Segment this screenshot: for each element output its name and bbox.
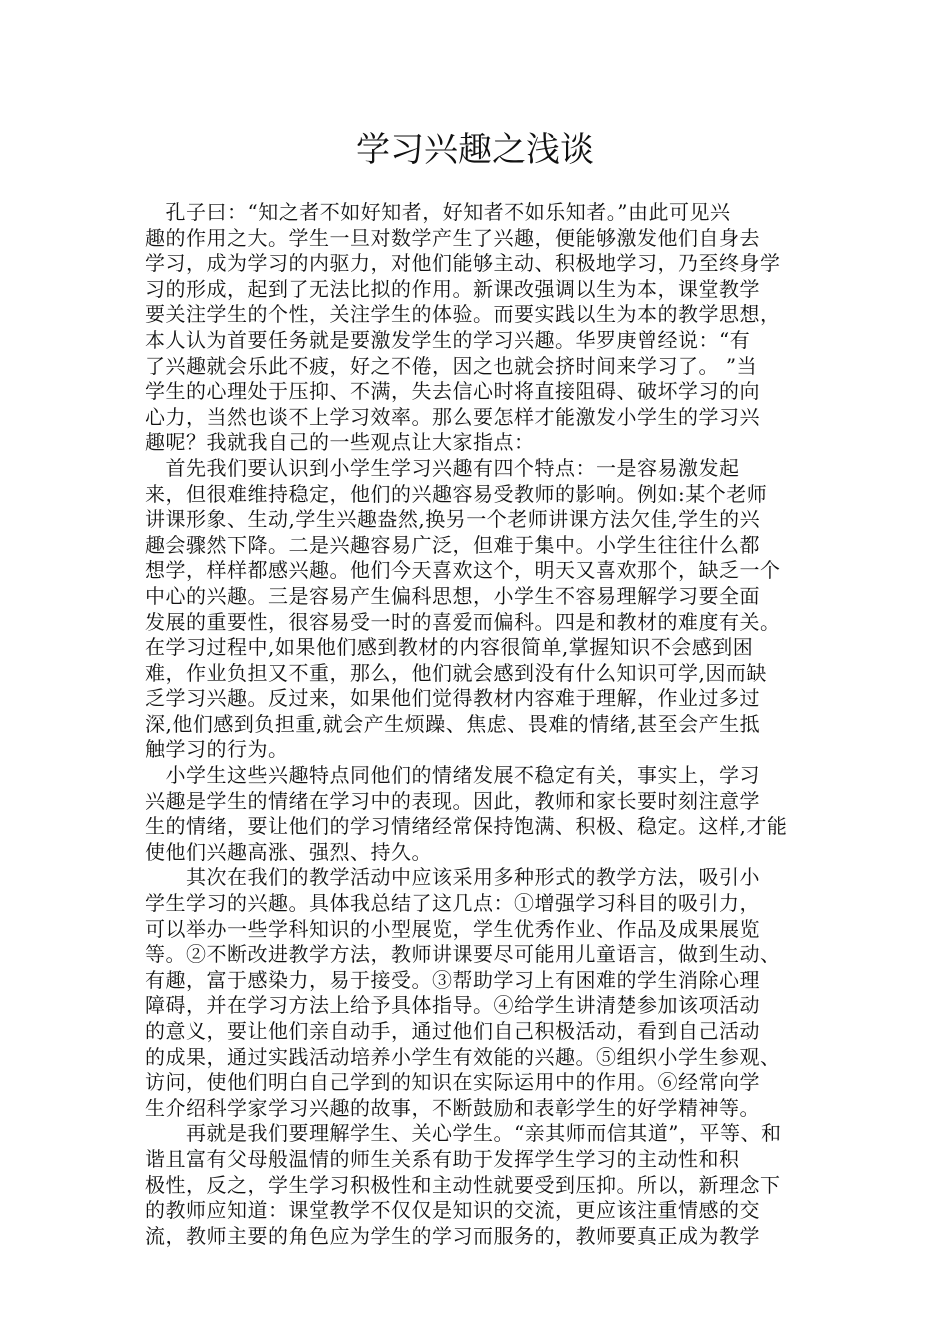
text-line: 首先我们要认识到小学生学习兴趣有四个特点：一是容易激发起 xyxy=(145,455,740,480)
text-line: 生的情绪，要让他们的学习情绪经常保持饱满、积极、稳定。这样,才能 xyxy=(145,814,788,839)
paragraph xyxy=(145,1121,825,1249)
document-title: 学习兴趣之浅谈 xyxy=(356,130,594,170)
text-line: 学习，成为学习的内驱力，对他们能够主动、积极地学习，乃至终身学 xyxy=(145,251,781,276)
text-line: 触学习的行为。 xyxy=(145,737,289,762)
paragraph xyxy=(145,456,825,763)
text-line: 的意义，要让他们亲自动手，通过他们自己积极活动，看到自己活动 xyxy=(145,1019,760,1043)
text-line: 学生的心理处于压抑、不满，失去信心时将直接阻碍、破坏学习的向 xyxy=(145,379,760,404)
text-line: 趣的作用之大。学生一旦对数学产生了兴趣，便能够激发他们自身去 xyxy=(145,225,760,250)
text-line: 的教师应知道：课堂教学不仅仅是知识的交流，更应该注重情感的交 xyxy=(145,1198,760,1223)
text-line: 习的形成，起到了无法比拟的作用。新课改强调以生为本，课堂教学 xyxy=(145,276,760,301)
text-line: 有趣，富于感染力，易于接受。③帮助学习上有困难的学生消除心理 xyxy=(145,967,760,992)
text-line: 访问，使他们明白自己学到的知识在实际运用中的作用。⑥经常向学 xyxy=(145,1070,760,1095)
text-line: 要关注学生的个性，关注学生的体验。而要实践以生为本的教学思想， xyxy=(145,302,781,327)
text-line: 深,他们感到负担重,就会产生烦躁、焦虑、畏难的情绪,甚至会产生抵 xyxy=(145,711,761,736)
text-line: 的成果，通过实践活动培养小学生有效能的兴趣。⑤组织小学生参观、 xyxy=(145,1044,781,1069)
text-line: 了兴趣就会乐此不疲，好之不倦，因之也就会挤时间来学习了。 ”当 xyxy=(145,353,758,378)
text-line: 来，但很难维持稳定，他们的兴趣容易受教师的影响。例如:某个老师 xyxy=(145,481,768,506)
text-line: 谐且富有父母般温情的师生关系有助于发挥学生学习的主动性和积 xyxy=(145,1146,740,1171)
text-line: 趣呢？我就我自己的一些观点让大家指点： xyxy=(145,430,535,455)
text-line: 本人认为首要任务就是要激发学生的学习兴趣。华罗庚曾经说：“有 xyxy=(145,327,751,352)
text-line: 小学生这些兴趣特点同他们的情绪发展不稳定有关，事实上，学习 xyxy=(145,763,760,788)
text-line: 流，教师主要的角色应为学生的学习而服务的，教师要真正成为教学 xyxy=(145,1223,760,1248)
text-line: 生介绍科学家学习兴趣的故事，不断鼓励和表彰学生的好学精神等。 xyxy=(145,1095,760,1120)
text-line: 障碍，并在学习方法上给予具体指导。④给学生讲清楚参加该项活动 xyxy=(145,993,760,1018)
paragraph xyxy=(145,200,825,456)
paragraph xyxy=(145,763,825,865)
text-line: 乏学习兴趣。反过来，如果他们觉得教材内容难于理解，作业过多过 xyxy=(145,686,760,711)
text-line: 在学习过程中,如果他们感到教材的内容很简单,掌握知识不会感到困 xyxy=(145,635,754,660)
text-line: 讲课形象、生动,学生兴趣盎然,换另一个老师讲课方法欠佳,学生的兴 xyxy=(145,507,761,532)
text-line: 趣会骤然下降。二是兴趣容易广泛，但难于集中。小学生往往什么都 xyxy=(145,532,760,557)
text-line: 中心的兴趣。三是容易产生偏科思想，小学生不容易理解学习要全面 xyxy=(145,583,760,608)
text-line: 极性，反之，学生学习积极性和主动性就要受到压抑。所以，新理念下 xyxy=(145,1172,781,1197)
text-line: 可以举办一些学科知识的小型展览，学生优秀作业、作品及成果展览 xyxy=(145,916,760,941)
text-line: 发展的重要性，很容易受一时的喜爱而偏科。四是和教材的难度有关。 xyxy=(145,609,781,634)
text-line: 兴趣是学生的情绪在学习中的表现。因此，教师和家长要时刻注意学 xyxy=(145,788,760,813)
text-line: 心力，当然也谈不上学习效率。那么要怎样才能激发小学生的学习兴 xyxy=(145,404,760,429)
text-line: 孔子曰：“知之者不如好知者，好知者不如乐知者。”由此可见兴 xyxy=(145,200,731,224)
paragraph xyxy=(145,865,825,1121)
text-line: 难，作业负担又不重，那么，他们就会感到没有什么知识可学,因而缺 xyxy=(145,660,767,685)
text-line: 再就是我们要理解学生、关心学生。“亲其师而信其道”，平等、和 xyxy=(145,1121,782,1146)
text-line: 学生学习的兴趣。具体我总结了这几点：①增强学习科目的吸引力， xyxy=(145,891,760,916)
text-line: 使他们兴趣高涨、强烈、持久。 xyxy=(145,839,432,864)
text-line: 想学，样样都感兴趣。他们今天喜欢这个，明天又喜欢那个，缺乏一个 xyxy=(145,558,781,583)
text-line: 等。②不断改进教学方法，教师讲课要尽可能用儿童语言，做到生动、 xyxy=(145,942,781,967)
document-body xyxy=(145,200,825,1249)
text-line: 其次在我们的教学活动中应该采用多种形式的教学方法，吸引小 xyxy=(145,865,760,890)
